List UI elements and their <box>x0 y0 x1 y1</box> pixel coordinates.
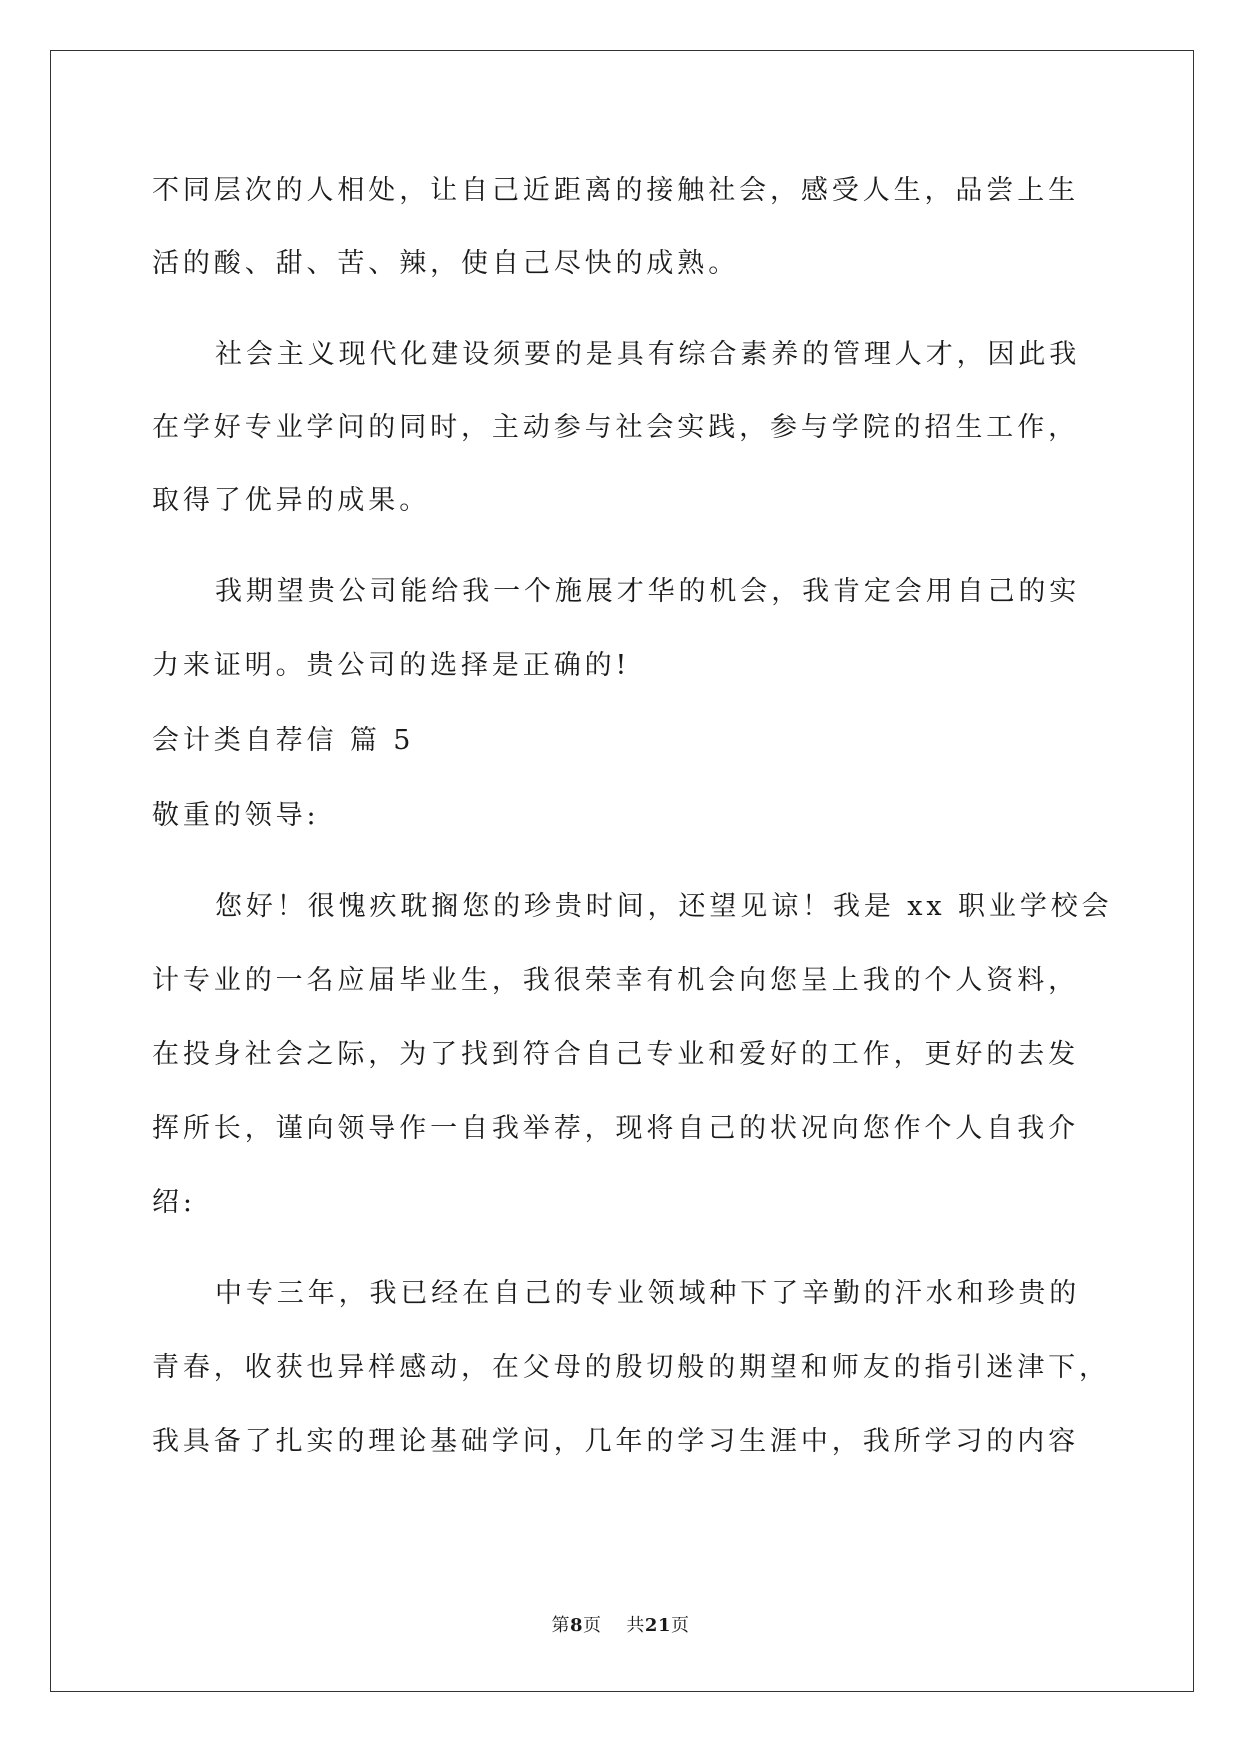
paragraph-line: 在学好专业学问的同时，主动参与社会实践，参与学院的招生工作， <box>152 412 1079 443</box>
paragraph-line: 我期望贵公司能给我一个施展才华的机会，我肯定会用自己的实 <box>215 576 1081 607</box>
paragraph-line: 力来证明。贵公司的选择是正确的! <box>152 650 631 681</box>
paragraph-line: 社会主义现代化建设须要的是具有综合素养的管理人才，因此我 <box>215 339 1081 370</box>
salutation: 敬重的领导: <box>152 800 320 831</box>
page-footer <box>0 1614 1241 1638</box>
paragraph-line: 我具备了扎实的理论基础学问，几年的学习生涯中，我所学习的内容 <box>152 1426 1079 1457</box>
paragraph-line: 青春，收获也异样感动，在父母的殷切般的期望和师友的指引迷津下， <box>152 1352 1110 1383</box>
paragraph-line: 取得了优异的成果。 <box>152 485 431 516</box>
paragraph-line: 挥所长，谨向领导作一自我举荐，现将自己的状况向您作个人自我介 <box>152 1113 1079 1144</box>
total-prefix: 共 <box>626 1615 645 1636</box>
paragraph-line: 计专业的一名应届毕业生，我很荣幸有机会向您呈上我的个人资料， <box>152 965 1079 996</box>
paragraph-line: 活的酸、甜、苦、辣，使自己尽快的成熟。 <box>152 248 740 279</box>
paragraph-line: 不同层次的人相处，让自己近距离的接触社会，感受人生，品尝上生 <box>152 175 1079 206</box>
page-current: 8 <box>570 1615 584 1636</box>
page-total: 21 <box>644 1615 671 1636</box>
page-unit: 页 <box>583 1615 602 1636</box>
page-prefix: 第 <box>551 1615 570 1636</box>
paragraph-line: 绍: <box>152 1187 196 1218</box>
total-unit: 页 <box>670 1615 690 1636</box>
paragraph-line: 在投身社会之际，为了找到符合自己专业和爱好的工作，更好的去发 <box>152 1039 1079 1070</box>
paragraph-line: 中专三年，我已经在自己的专业领域种下了辛勤的汗水和珍贵的 <box>215 1278 1081 1309</box>
section-heading: 会计类自荐信 篇 5 <box>152 725 415 756</box>
paragraph-line: 您好！很愧疚耽搁您的珍贵时间，还望见谅！我是 xx 职业学校会 <box>215 891 1113 922</box>
